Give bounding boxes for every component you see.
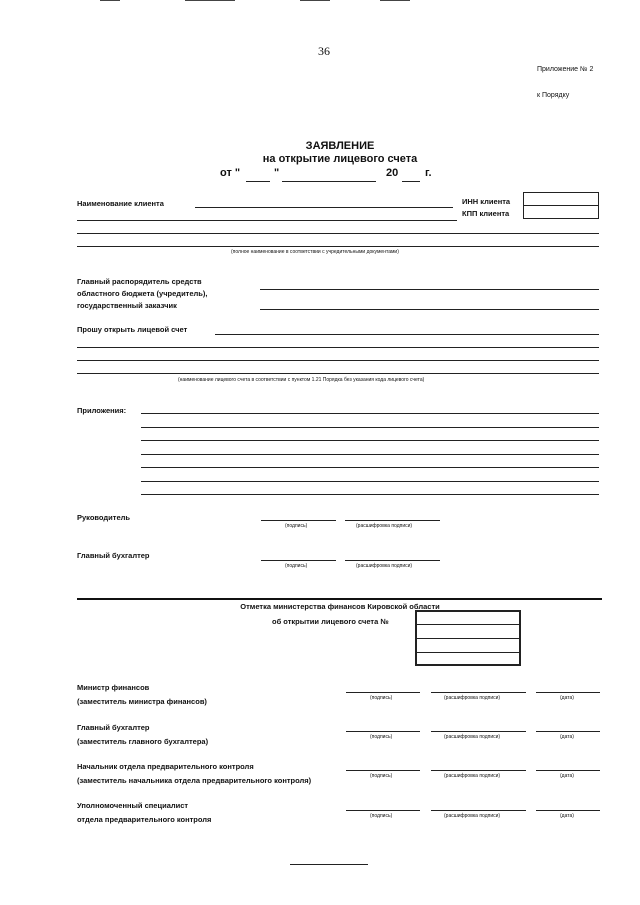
year-suffix: г.: [425, 167, 432, 179]
head-transcript-field[interactable]: [345, 520, 440, 521]
scan-edge-mark: [300, 0, 330, 1]
client-name-field-2[interactable]: [77, 220, 457, 221]
signature-field[interactable]: [346, 731, 420, 732]
date-field[interactable]: [536, 731, 600, 732]
transcript-hint: (расшифровка подписи): [444, 773, 501, 779]
date-prefix: от ": [220, 167, 241, 179]
attachments-field-2[interactable]: [141, 427, 599, 428]
row-title: Министр финансов: [77, 683, 150, 692]
date-hint: (дата): [560, 773, 574, 779]
transcript-hint: (расшифровка подписи): [444, 813, 501, 819]
transcript-field[interactable]: [431, 731, 526, 732]
attachments-field-1[interactable]: [141, 413, 599, 414]
client-name-field-4[interactable]: [77, 246, 599, 247]
manager-label-3: государственный заказчик: [77, 301, 177, 310]
signature-hint: (подпись): [370, 813, 393, 819]
signature-hint: (подпись): [370, 773, 393, 779]
ministry-title: Отметка министерства финансов Кировской области: [240, 602, 440, 611]
attachments-field-6[interactable]: [141, 481, 599, 482]
manager-label-1: Главный распорядитель средств: [77, 277, 202, 286]
scan-edge-mark: [100, 0, 120, 1]
transcript-field[interactable]: [431, 810, 526, 811]
chief-transcript-field[interactable]: [345, 560, 440, 561]
appendix-number: Приложение № 2: [537, 66, 594, 73]
request-field-1[interactable]: [215, 334, 599, 335]
footer-separator: [290, 864, 368, 865]
attachments-label: Приложения:: [77, 406, 127, 415]
attachments-field-7[interactable]: [141, 494, 599, 495]
date-field[interactable]: [536, 770, 600, 771]
row-subtitle: (заместитель начальника отдела предварительного контроля): [77, 776, 312, 785]
chief-transcript-hint: (расшифровка подписи): [356, 563, 413, 569]
scan-edge-mark: [380, 0, 410, 1]
chief-accountant-label: Главный бухгалтер: [77, 551, 150, 560]
transcript-hint: (расшифровка подписи): [444, 734, 501, 740]
transcript-hint: (расшифровка подписи): [444, 695, 501, 701]
head-signature-field[interactable]: [261, 520, 336, 521]
head-label: Руководитель: [77, 513, 130, 522]
attachments-field-4[interactable]: [141, 454, 599, 455]
page-number: 36: [318, 44, 330, 58]
date-year-field[interactable]: [402, 181, 420, 182]
year-prefix: 20: [386, 167, 399, 179]
client-name-label: Наименование клиента: [77, 199, 164, 208]
signature-field[interactable]: [346, 692, 420, 693]
scan-edge-mark: [185, 0, 235, 1]
ministry-account-label: об открытии лицевого счета №: [272, 617, 389, 626]
section-divider: [77, 598, 602, 600]
signature-hint: (подпись): [370, 734, 393, 740]
manager-field-2[interactable]: [260, 309, 599, 310]
row-subtitle: отдела предварительного контроля: [77, 815, 212, 824]
attachments-field-5[interactable]: [141, 467, 599, 468]
row-subtitle: (заместитель главного бухгалтера): [77, 737, 209, 746]
kpp-label: КПП клиента: [462, 209, 510, 218]
client-name-field[interactable]: [195, 207, 453, 208]
client-name-hint: (полное наименование в соответствии с учредительными документами): [231, 249, 399, 255]
appendix-reference: к Порядку: [537, 92, 570, 99]
manager-label-2: областного бюджета (учредитель),: [77, 289, 208, 298]
date-quote: ": [274, 167, 280, 179]
transcript-field[interactable]: [431, 770, 526, 771]
head-signature-hint: (подпись): [285, 523, 308, 529]
request-hint: (наименование лицевого счета в соответствии с пунктом 1.21 Порядка без указания кода лицевого счета): [178, 377, 425, 383]
date-hint: (дата): [560, 813, 574, 819]
request-label: Прошу открыть лицевой счет: [77, 325, 188, 334]
date-field[interactable]: [536, 692, 600, 693]
date-hint: (дата): [560, 734, 574, 740]
row-title: Начальник отдела предварительного контроля: [77, 762, 254, 771]
inn-field[interactable]: [523, 205, 599, 206]
date-month-field[interactable]: [282, 181, 376, 182]
request-field-3[interactable]: [77, 360, 599, 361]
account-number-row[interactable]: [415, 638, 521, 639]
row-subtitle: (заместитель министра финансов): [77, 697, 207, 706]
row-title: Главный бухгалтер: [77, 723, 150, 732]
transcript-field[interactable]: [431, 692, 526, 693]
chief-signature-hint: (подпись): [285, 563, 308, 569]
date-day-field[interactable]: [246, 181, 270, 182]
date-field[interactable]: [536, 810, 600, 811]
signature-field[interactable]: [346, 770, 420, 771]
account-number-row[interactable]: [415, 624, 521, 625]
head-transcript-hint: (расшифровка подписи): [356, 523, 413, 529]
client-name-field-3[interactable]: [77, 233, 599, 234]
account-number-row[interactable]: [415, 652, 521, 653]
signature-field[interactable]: [346, 810, 420, 811]
signature-hint: (подпись): [370, 695, 393, 701]
chief-signature-field[interactable]: [261, 560, 336, 561]
row-title: Уполномоченный специалист: [77, 801, 189, 810]
document-subtitle: на открытие лицевого счета: [262, 153, 418, 165]
attachments-field-3[interactable]: [141, 440, 599, 441]
document-title: ЗАЯВЛЕНИЕ: [305, 140, 375, 152]
inn-label: ИНН клиента: [462, 197, 511, 206]
manager-field-1[interactable]: [260, 289, 599, 290]
date-hint: (дата): [560, 695, 574, 701]
request-field-4[interactable]: [77, 373, 599, 374]
request-field-2[interactable]: [77, 347, 599, 348]
